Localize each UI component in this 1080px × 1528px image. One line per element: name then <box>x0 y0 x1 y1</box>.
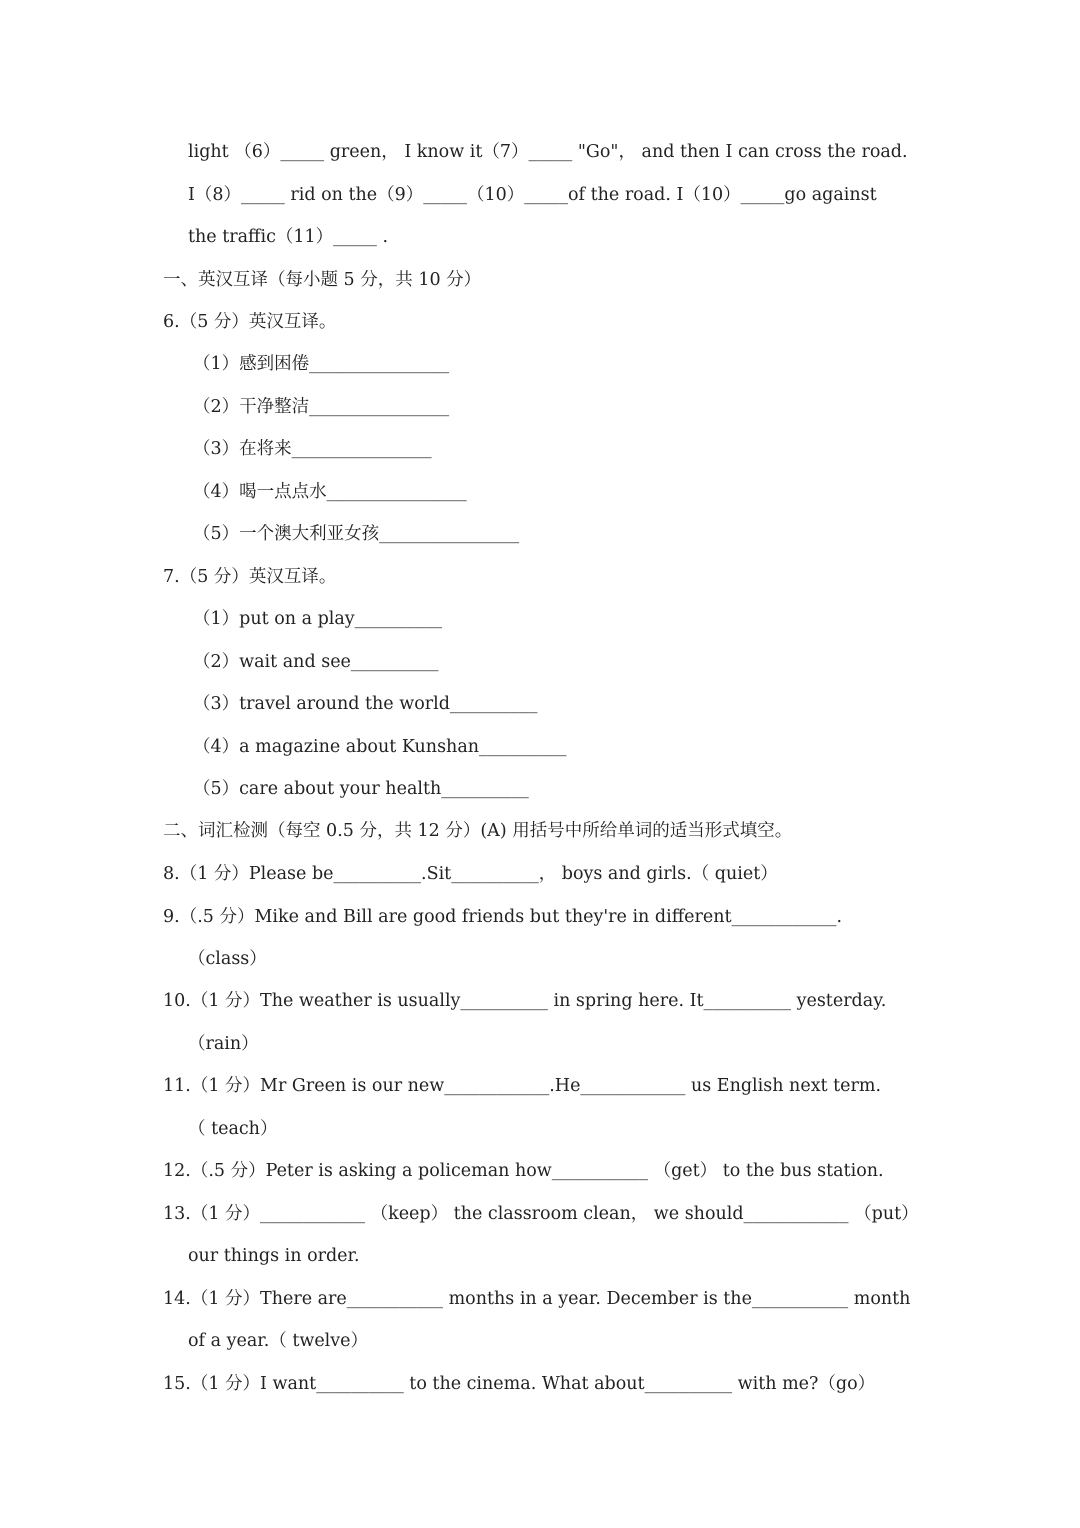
q6-item-3: （3）在将来________________ <box>193 439 432 459</box>
section-heading-1: 一、英汉互译（每小题 5 分，共 10 分） <box>163 270 482 290</box>
question-11: 11.（1 分）Mr Green is our new____________.He____________ us English next term. <box>163 1076 882 1096</box>
question-10-hint: （rain） <box>188 1034 259 1054</box>
question-12: 12.（.5 分）Peter is asking a policeman how___________ （get） to the bus station. <box>163 1161 884 1181</box>
passage-line-1: light （6）_____ green， I know it（7）_____ "Go"， and then I can cross the road. <box>188 142 908 162</box>
q7-item-2: （2）wait and see__________ <box>193 652 439 672</box>
question-9-hint: （class） <box>188 949 267 969</box>
q6-item-5: （5）一个澳大利亚女孩________________ <box>193 524 520 544</box>
q6-item-1: （1）感到困倦________________ <box>193 354 450 374</box>
q7-item-5: （5）care about your health__________ <box>193 779 529 799</box>
question-7: 7.（5 分）英汉互译。 <box>163 567 337 587</box>
section-heading-2: 二、词汇检测（每空 0.5 分，共 12 分）(A) 用括号中所给单词的适当形式填空。 <box>163 821 793 841</box>
q6-item-2: （2）干净整洁________________ <box>193 397 450 417</box>
q7-item-1: （1）put on a play__________ <box>193 609 443 629</box>
question-10: 10.（1 分）The weather is usually__________ in spring here. It__________ yesterday. <box>163 991 887 1011</box>
question-8: 8.（1 分）Please be__________.Sit__________， boys and girls.（ quiet） <box>163 864 778 884</box>
question-14-cont: of a year.（ twelve） <box>188 1331 369 1351</box>
question-14: 14.（1 分）There are___________ months in a year. December is the___________ month <box>163 1289 911 1309</box>
question-13: 13.（1 分）____________ （keep） the classroom clean， we should____________ （put） <box>163 1204 919 1224</box>
question-15: 15.（1 分）I want__________ to the cinema. What about__________ with me?（go） <box>163 1374 876 1394</box>
passage-line-2: I（8）_____ rid on the（9）_____（10）_____of the road. I（10）_____go against <box>188 185 877 205</box>
question-13-cont: our things in order. <box>188 1246 360 1266</box>
question-9: 9.（.5 分）Mike and Bill are good friends but they're in different____________. <box>163 907 843 927</box>
q7-item-3: （3）travel around the world__________ <box>193 694 538 714</box>
question-6: 6.（5 分）英汉互译。 <box>163 312 337 332</box>
passage-line-3: the traffic（11）_____ . <box>188 227 389 247</box>
question-11-hint: （ teach） <box>188 1119 278 1139</box>
q7-item-4: （4）a magazine about Kunshan__________ <box>193 737 567 757</box>
q6-item-4: （4）喝一点点水________________ <box>193 482 467 502</box>
